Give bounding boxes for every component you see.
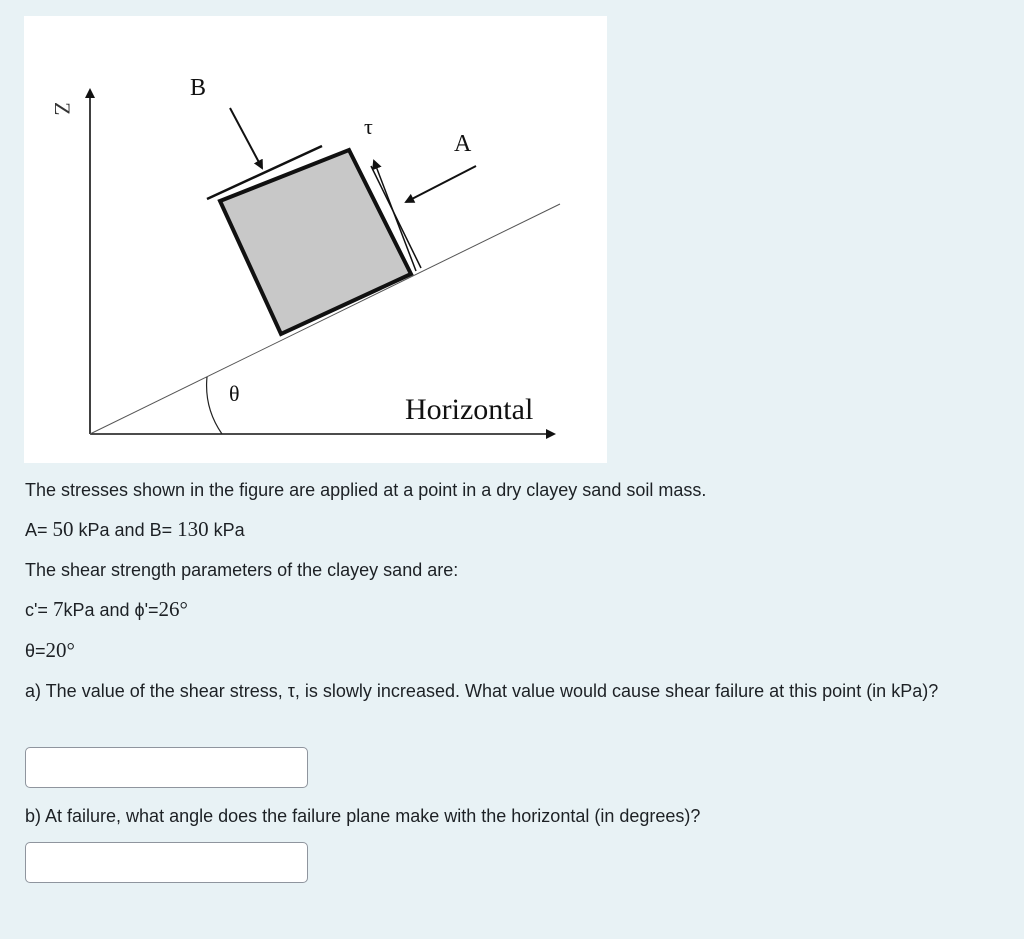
intro-text: The stresses shown in the figure are applied at a point in a dry clayey sand soil mass.: [25, 480, 707, 500]
soil-element: [220, 150, 411, 334]
c-phi-values: [25, 598, 188, 621]
theta-prefix: θ=: [25, 641, 46, 661]
a-prefix: A=: [25, 520, 53, 540]
question-a-text: a) The value of the shear stress, τ, is slowly increased. What value would cause shear failure at this point (in kPa)?: [25, 681, 939, 701]
theta-value: 20°: [45, 638, 75, 662]
c-value: 7: [52, 597, 64, 621]
theta-value-line: [25, 639, 75, 662]
c-mid: kPa and ϕ'=: [63, 600, 159, 620]
a-mid: kPa and B=: [73, 520, 178, 540]
b-unit: kPa: [208, 520, 245, 540]
params-intro: The shear strength parameters of the clayey sand are:: [25, 560, 459, 580]
a-b-values: [25, 518, 245, 541]
theta-label: θ: [229, 381, 240, 406]
question-b-text: b) At failure, what angle does the failure plane make with the horizontal (in degrees)?: [25, 806, 701, 826]
horizontal-label: Horizontal: [405, 393, 534, 426]
b-value: 130: [177, 517, 209, 541]
stress-figure: [24, 16, 607, 463]
b-arrow: [230, 108, 262, 168]
c-prefix: c'=: [25, 600, 53, 620]
theta-arc: [207, 377, 222, 434]
a-value: 50: [52, 517, 74, 541]
b-label: B: [190, 75, 207, 101]
stress-diagram: [24, 16, 607, 463]
answer-b-input[interactable]: [25, 842, 308, 883]
tau-label: τ: [364, 114, 373, 139]
z-label: Z: [50, 102, 75, 116]
a-label: A: [454, 131, 472, 157]
a-arrow: [406, 166, 476, 202]
phi-value: 26°: [158, 597, 188, 621]
answer-a-input[interactable]: [25, 747, 308, 788]
